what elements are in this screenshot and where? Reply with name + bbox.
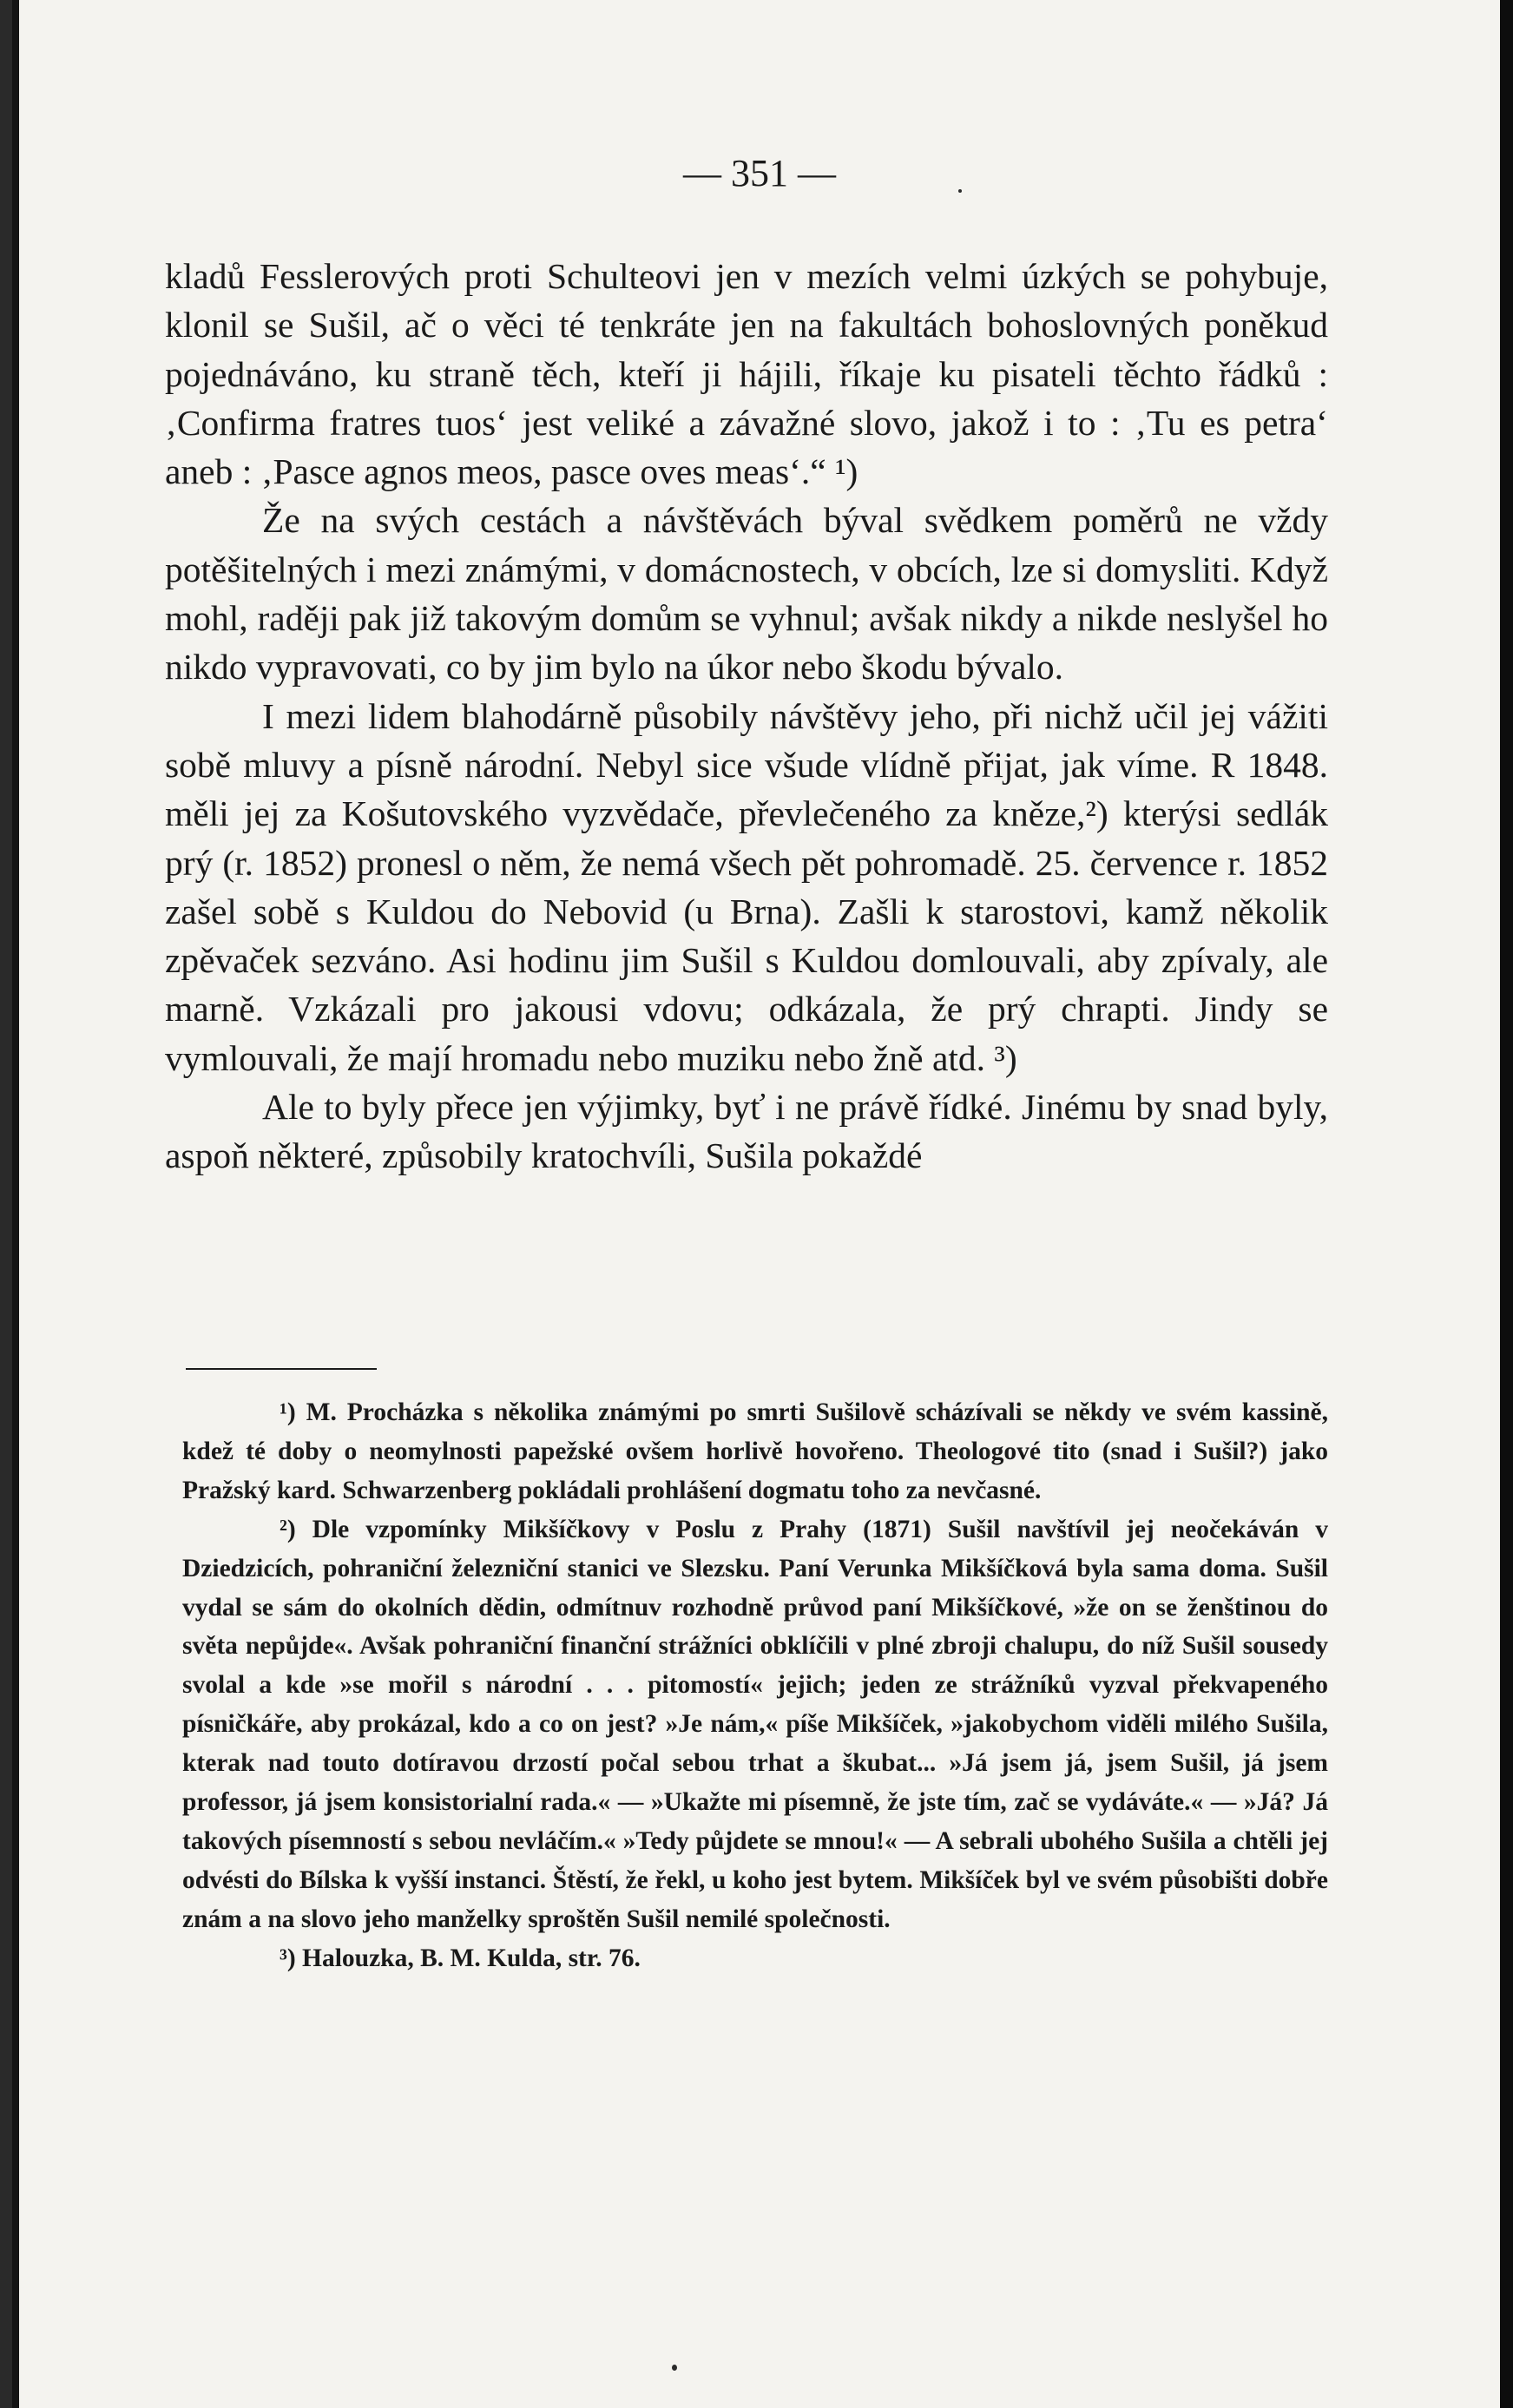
paragraph: Že na svých cestách a návštěvách býval svědkem poměrů ne vždy potěšitelných i mezi známými, v domácnostech, v obcích, lze si domysliti. Když mohl, raději pak již takovým domům se vyhnul; avšak nikdy a nikde neslyšel ho nikdo vypravovati, co by jim bylo na úkor nebo škodu bývalo.: [165, 500, 1328, 688]
footnote-separator: [186, 1368, 377, 1370]
scan-border: [1500, 0, 1513, 2408]
footnote: ²) Dle vzpomínky Mikšíčkovy v Poslu z Prahy (1871) Sušil navštívil jej neočekáván v Dziedzicích, pohraniční železniční stanici ve Slezsku. Paní Verunka Mikšíčková byla sama doma. Sušil vydal se sám do okolních dědin, odmítnuv rozhodně průvod paní Mikšíčkové, »že on se ženštinou do světa nepůjde«. Avšak pohraniční finanční strážníci obklíčili v plné zbroji chalupu, do níž Sušil sousedy svolal a kde »se mořil s národní . . . pitomostí« jejich; jeden ze strážníků vyzval překvapeného písničkáře, aby prokázal, kdo a co on jest? »Je nám,« píše Mikšíček, »jakobychom viděli milého Sušila, kterak nad touto dotíravou drzostí počal sebou trhat a škubat... »Já jsem já, jsem Sušil, já jsem professor, já jsem konsistorialní rada.« — »Ukažte mi písemně, že jste tím, zač se vydáváte.« — »Já? Já takových písemností s sebou nevláčím.« »Tedy půjdete se mnou!« — A sebrali ubohého Sušila a chtěli jej odvésti do Bílska k vyšší instanci. Štěstí, že řekl, u koho jest bytem. Mikšíček byl ve svém působišti dobře znám a na slovo jeho manželky sproštěn Sušil nemilé společnosti.: [182, 1515, 1328, 1933]
main-text: [165, 252, 1328, 1181]
previous-page-edge: [0, 0, 12, 2408]
paragraph-continued: kladů Fesslerových proti Schulteovi jen v mezích velmi úzkých se pohybuje, klonil se Sušil, ač o věci té tenkráte jen na fakultách bohoslovných poněkud pojednáváno, ku straně těch, kteří ji hájili, říkaje ku pisateli těchto řádků : ‚Confirma fratres tuos‘ jest veliké a závažné slovo, jakož i to : ‚Tu es petra‘ aneb : ‚Pasce agnos meos, pasce oves meas‘.“ ¹): [165, 256, 1328, 492]
footnotes: [182, 1393, 1328, 1978]
paragraph: I mezi lidem blahodárně působily návštěvy jeho, při nichž učil jej vážiti sobě mluvy a písně národní. Nebyl sice všude vlídně přijat, jak víme. R 1848. měli jej za Košutovského vyzvědače, převlečeného za kněze,²) kterýsi sedlák prý (r. 1852) pronesl o něm, že nemá všech pět pohromadě. 25. července r. 1852 zašel sobě s Kuldou do Nebovid (u Brna). Zašli k starostovi, kamž několik zpěvaček sezváno. Asi hodinu jim Sušil s Kuldou domlouvali, aby zpívaly, ale marně. Vzkázali pro jakousi vdovu; odkázala, že prý chrapti. Jindy se vymlouvali, že mají hromadu nebo muziku nebo žně atd. ³): [165, 695, 1328, 1078]
footnote: ¹) M. Procházka s několika známými po smrti Sušilově scházívali se někdy ve svém kassině, kdež té doby o neomylnosti papežské ovšem horlivě hovořeno. Theologové tito (snad i Sušil?) jako Pražský kard. Schwarzenberg pokládali prohlášení dogmatu toho za nevčasné.: [182, 1398, 1328, 1504]
footnote: ³) Halouzka, B. M. Kulda, str. 76.: [280, 1944, 641, 1972]
print-speck: [672, 2365, 677, 2371]
page-sheet: [19, 0, 1500, 2408]
print-speck: [958, 189, 962, 193]
paragraph: Ale to byly přece jen výjimky, byť i ne právě řídké. Jinému by snad byly, aspoň některé, způsobily kratochvíli, Sušila pokaždé: [165, 1087, 1328, 1176]
page-number: — 351 —: [683, 152, 836, 194]
